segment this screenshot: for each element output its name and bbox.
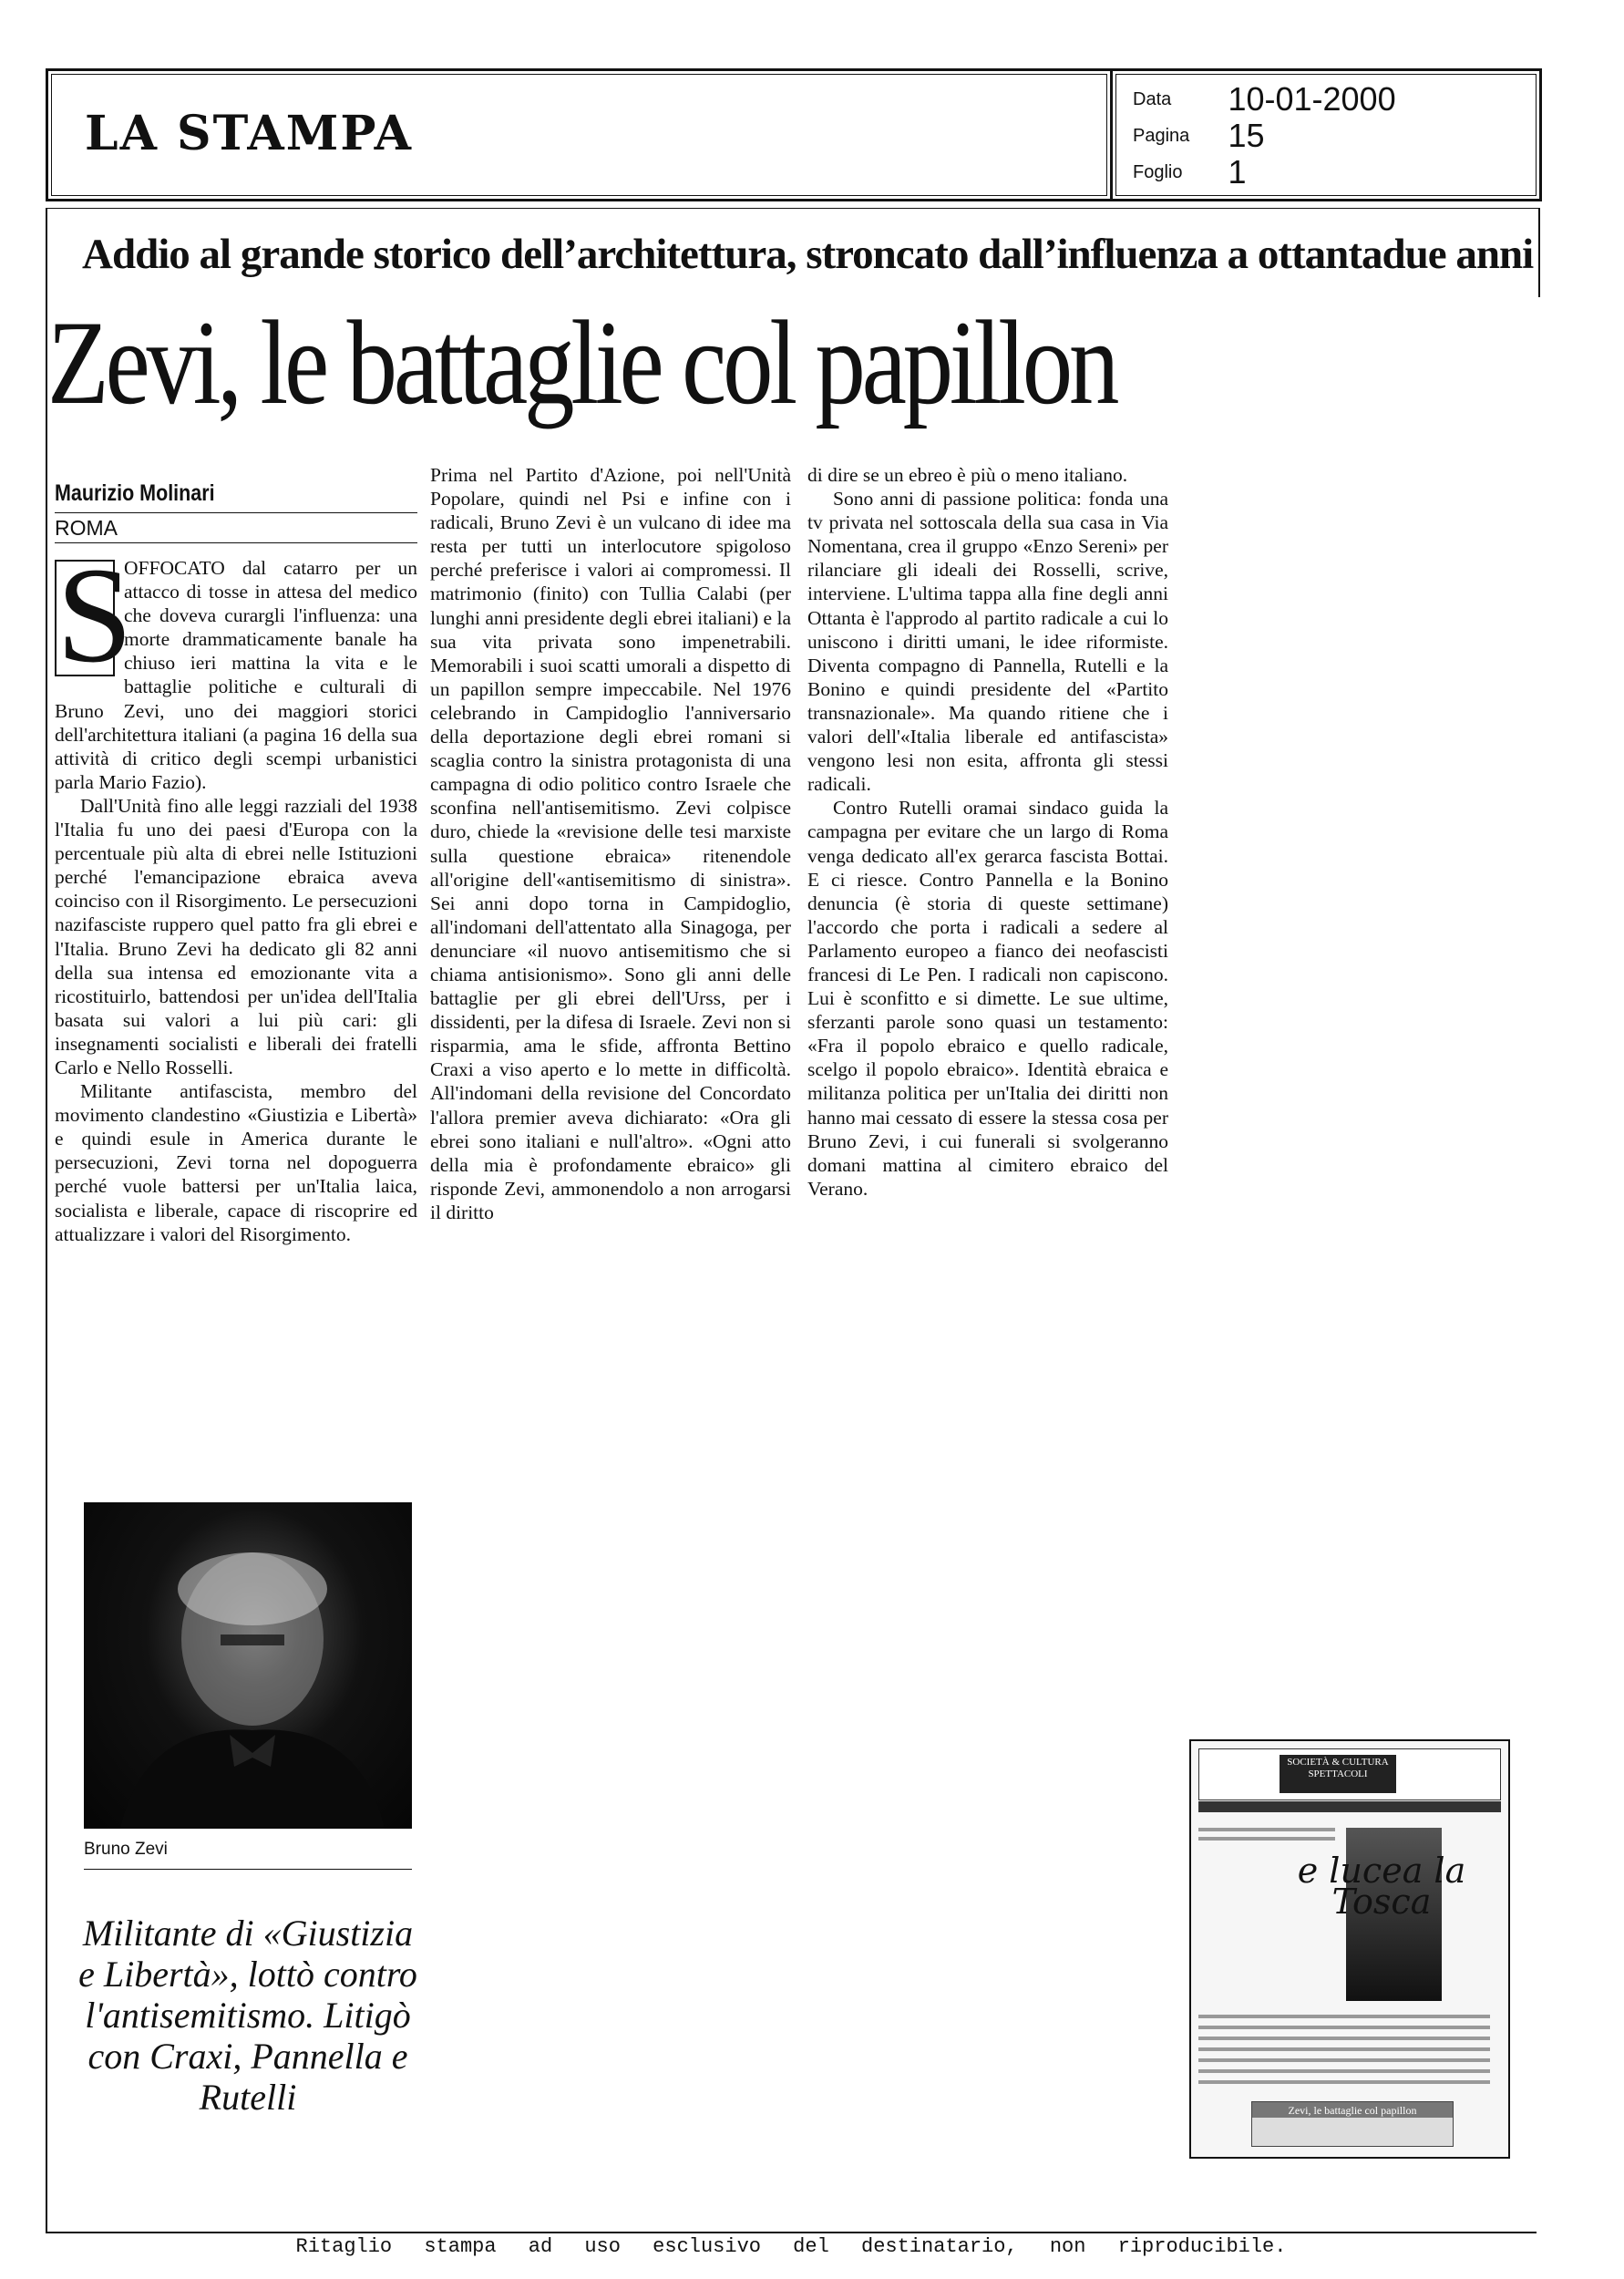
- thumbnail-text-line: [1198, 2058, 1490, 2062]
- thumbnail-article-title: Zevi, le battaglie col papillon: [1252, 2102, 1453, 2118]
- date-value: 10-01-2000: [1228, 80, 1396, 118]
- author-name: Maurizio Molinari: [55, 480, 215, 506]
- page-row: [1133, 117, 1265, 155]
- portrait-illustration: [84, 1502, 412, 1829]
- frame-divider: [1538, 208, 1540, 297]
- paragraph: Contro Rutelli oramai sindaco guida la campagna per evitare che un largo di Roma venga dedicato all'ex gerarca fascista Bottai. E ci riesce. Contro Pannella e la Bonino denuncia (è storia di queste settimane) l'accordo che porta i radicali a sedere al Parlamento europeo a fianco dei neofascisti francesi di Le Pen. I radicali non capiscono. Lui è sconfitto e si dimette. Le sue ultime, sferzanti parole sono quasi un testamento: «Fra il popolo ebraico e quello radicale, scelgo il popolo ebraico». Identità ebraica e militanza politica per un'Italia dei diritti non hanno mai cessato di essere la stessa cosa per Bruno Zevi, i cui funerali si svolgeranno domani mattina al cimitero ebraico del Verano.: [807, 797, 1168, 1200]
- pull-quote: Militante di «Giustizia e Libertà», lottò contro l'antisemitismo. Litigò con Craxi, Pannella e Rutelli: [78, 1913, 417, 2118]
- byline: [55, 480, 417, 543]
- thumbnail-text-line: [1198, 1828, 1335, 1831]
- portrait-photo: [84, 1502, 412, 1829]
- thumbnail-text-line: [1198, 2026, 1490, 2029]
- thumbnail-text-line: [1198, 2047, 1490, 2051]
- thumbnail-text-line: [1198, 2069, 1490, 2073]
- paragraph: S OFFOCATO dal catarro per un attacco di tosse in attesa del medico che doveva curargli l'influenza: una morte drammaticamente banale ha chiuso ieri mattina la vita e le battaglie politiche e culturali di Bruno Zevi, uno dei maggiori storici dell'architettura italiani (a pagina 16 della sua attività di critico degli scempi urbanistici parla Mario Fazio).: [55, 540, 417, 793]
- paragraph: di dire se un ebreo è più o meno italiano.: [807, 464, 1128, 486]
- dateline-place: ROMA: [55, 512, 417, 543]
- page-label: Pagina: [1133, 125, 1190, 146]
- thumbnail-header: [1198, 1748, 1501, 1800]
- date-label: Data: [1133, 88, 1172, 109]
- thumbnail-feature-title: e lucea la Tosca: [1297, 1851, 1466, 1922]
- thumbnail-text-line: [1198, 2080, 1490, 2084]
- clipping-metadata: [1110, 68, 1542, 201]
- thumbnail-logo-bar: [1198, 1801, 1501, 1812]
- article-headline: Zevi, le battaglie col papillon: [47, 295, 1116, 429]
- paragraph: Militante antifascista, membro del movimento clandestino «Giustizia e Libertà» e quindi esule in America durante le persecuzioni, Zevi torna nel dopoguerra perché vuole battersi per un'Italia laica, socialista e liberale, capace di riscoprire ed attualizzare i valori del Risorgimento.: [55, 1080, 417, 1245]
- thumbnail-text-line: [1198, 2015, 1490, 2018]
- thumbnail-article-highlight: [1251, 2101, 1454, 2147]
- paragraph: Dall'Unità fino alle leggi razziali del 1938 l'Italia fu uno dei paesi d'Europa con la percentuale più alta di ebrei nelle Istituzioni perché l'emancipazione ebraica aveva coinciso con il Risorgimento. Le persecuzioni nazifasciste ruppero quel patto fra gli ebrei e l'Italia. Bruno Zevi ha dedicato gli 82 anni della sua intensa ed emozionante vita a ricostituirlo, battendosi per un'idea dell'Italia basata sui valori a lui più cari: gli insegnamenti socialisti e liberali dei fratelli Carlo e Nello Rosselli.: [55, 794, 417, 1078]
- page-value: 15: [1228, 117, 1265, 154]
- caption-divider: [84, 1869, 412, 1870]
- sheet-row: [1133, 153, 1246, 191]
- drop-cap: S: [57, 540, 133, 691]
- paragraph: Sono anni di passione politica: fonda una tv privata nel sottoscala della sua casa in Via Nomentana, crea il gruppo «Enzo Sereni» per rilanciare gli ideali dei Rosselli, scrive, interviene. L'ultima tappa alla fine degli anni Ottanta è l'approdo al partito radicale a cui lo uniscono i diritti umani, le idee riformiste. Diventa compagno di Pannella, Rutelli e la Bonino e quindi presidente del «Partito transnazionale». Ma quando ritiene che i valori dell'«Italia liberale ed antifascista» vengono lesi non esita, affronta gli stessi radicali.: [807, 488, 1168, 796]
- thumbnail-text-line: [1198, 1837, 1335, 1841]
- date-row: [1133, 80, 1396, 119]
- sheet-label: Foglio: [1133, 161, 1183, 182]
- masthead: [46, 68, 1113, 201]
- article-column-1: [55, 540, 417, 1246]
- photo-caption: Bruno Zevi: [84, 1840, 168, 1859]
- page-thumbnail: [1189, 1739, 1510, 2159]
- clipping-disclaimer: Ritaglio stampa ad uso esclusivo del destinatario, non riproducibile.: [295, 2235, 1287, 2258]
- paragraph: Prima nel Partito d'Azione, poi nell'Unità Popolare, quindi nel Psi e infine con i radicali, Bruno Zevi è un vulcano di idee ma resta per tutti un interlocutore spigoloso perché preferisce i valori ai compromessi. Il matrimonio (finito) con Tullia Calabi (per lunghi anni presidente degli ebrei italiani) e la sua vita privata sono impenetrabili. Memorabili i suoi scatti umorali a dispetto di un papillon sempre impeccabile. Nel 1976 celebrando in Campidoglio l'anniversario della deportazione degli ebrei romani si scaglia contro la sinistra protagonista di una campagna di odio politico contro Israele che sconfina nell'antisemitismo. Zevi colpisce duro, chiede la «revisione delle tesi marxiste sulla questione ebraica» ritenendole all'origine dell'«antisemitismo di sinistra». Sei anni dopo torna in Campidoglio, all'indomani dell'attentato alla Sinagoga, per denunciare «il nuovo antisemitismo che si chiama antisionismo». Sono gli anni delle battaglie per gli ebrei dell'Urss, per i dissidenti, per la difesa di Israele. Zevi non si risparmia, ama le sfide, affronta Bettino Craxi a viso aperto e lo mette in difficoltà. All'indomani della revisione del Concordato l'allora premier aveva dichiarato: «Ora gli ebrei sono italiani e null'altro». «Ogni atto della mia è profondamente ebraico» gli risponde Zevi, ammonendolo a non arrogarsi il diritto: [430, 464, 791, 1223]
- article-kicker: Addio al grande storico dell’architettura, stroncato dall’influenza a ottantadue anni: [82, 231, 1534, 278]
- sheet-value: 1: [1228, 153, 1247, 191]
- thumbnail-section-label: SOCIETÀ & CULTURA SPETTACOLI: [1280, 1755, 1396, 1793]
- article-column-3: [807, 463, 1168, 1201]
- thumbnail-text-line: [1198, 2037, 1490, 2040]
- article-column-2: [430, 463, 791, 1224]
- newspaper-logo: LA STAMPA: [85, 106, 413, 161]
- footer-divider: [46, 2232, 1537, 2233]
